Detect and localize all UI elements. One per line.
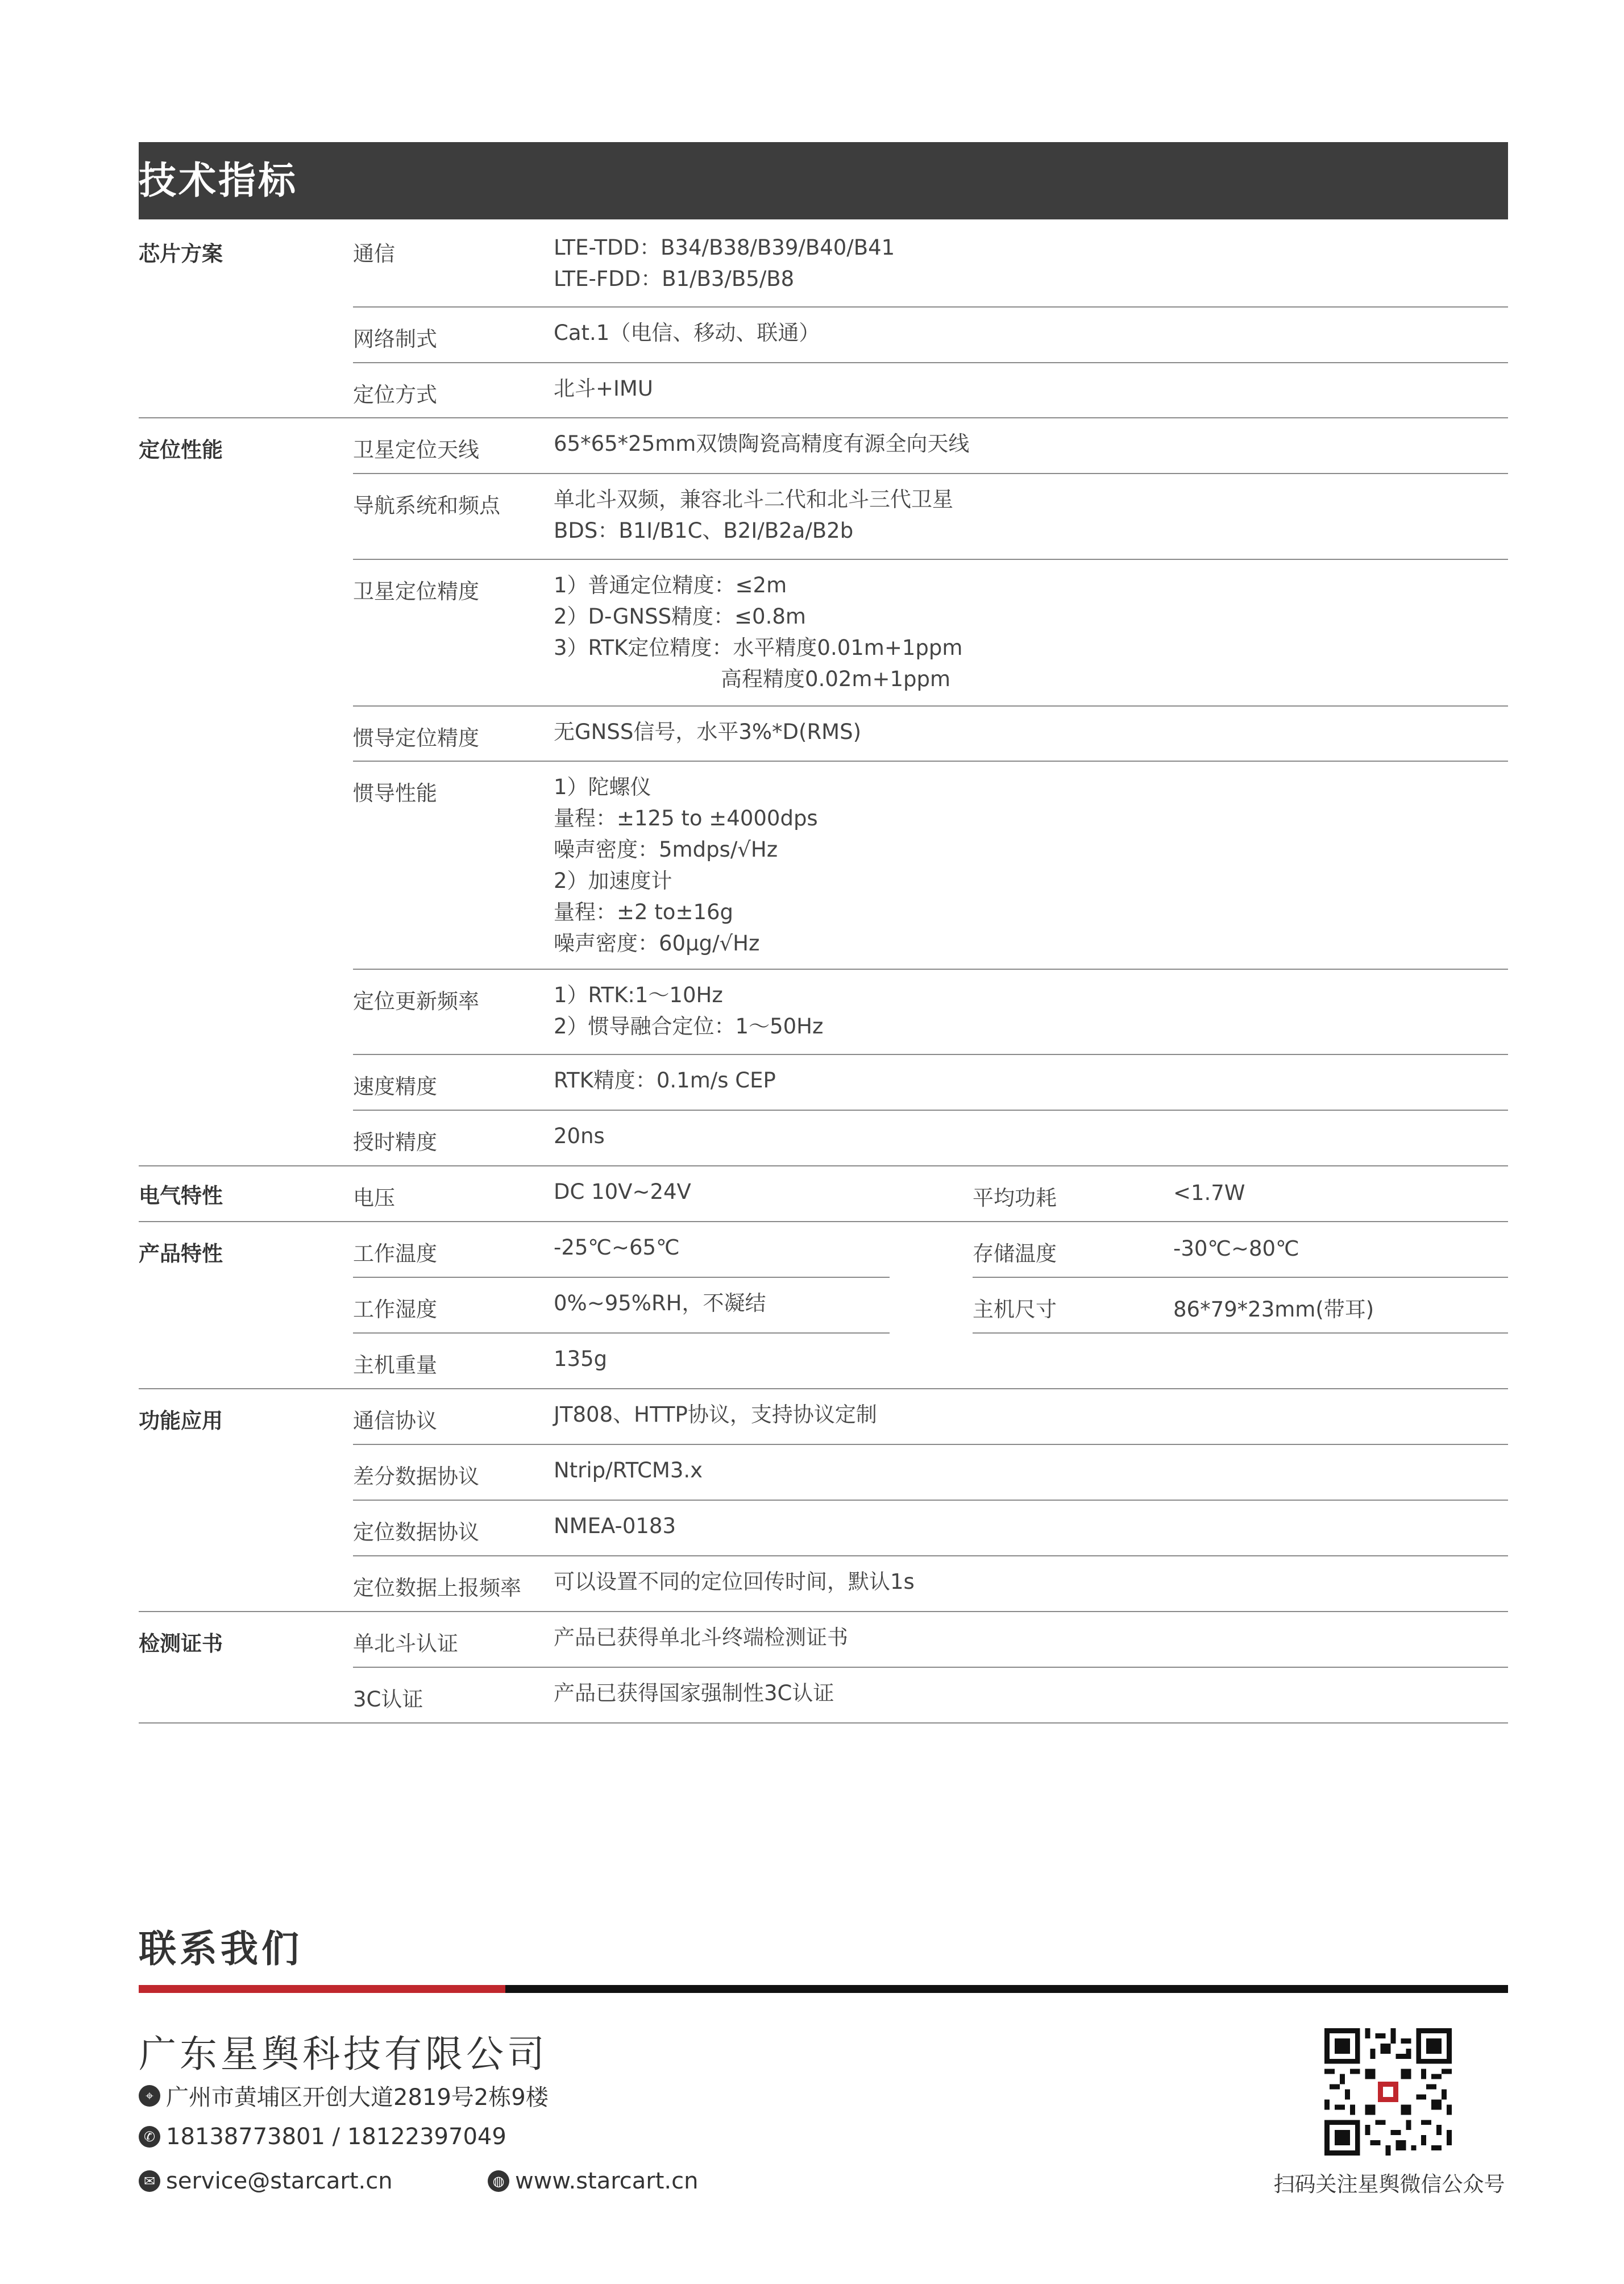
value-protocol: JT808、HTTP协议，支持协议定制 [554,1402,877,1427]
divider [353,1444,1508,1445]
label-antenna: 卫星定位天线 [353,438,479,462]
divider [353,1500,1508,1501]
label-work-temp: 工作温度 [353,1241,437,1266]
value-comm: LTE-TDD：B34/B38/B39/B40/B41 LTE-FDD：B1/B3/B5/B8 [554,235,895,291]
category-positioning: 定位性能 [139,438,223,462]
section-title: 技术指标 [139,142,1508,219]
label-posdata: 定位数据协议 [353,1520,479,1544]
value-speed: RTK精度：0.1m/s CEP [554,1068,776,1093]
divider [353,1054,1508,1055]
email-line[interactable] [139,2168,393,2194]
label-weight: 主机重量 [353,1353,437,1377]
value-antenna: 65*65*25mm双馈陶瓷高精度有源全向天线 [554,431,970,456]
label-accuracy: 卫星定位精度 [353,579,479,604]
label-humidity: 工作湿度 [353,1297,437,1322]
divider [973,1277,1508,1278]
value-positioning-mode: 北斗+IMU [554,376,653,401]
divider [353,1332,890,1334]
category-function: 功能应用 [139,1409,223,1433]
category-chip: 芯片方案 [139,242,223,266]
value-nav: 单北斗双频，兼容北斗二代和北斗三代卫星 BDS：B1I/B1C、B2I/B2a/B2b [554,487,953,543]
label-protocol: 通信协议 [353,1409,437,1433]
value-accuracy: 1）普通定位精度：≤2m 2）D-GNSS精度：≤0.8m 3）RTK定位精度：水平精度0.01m+1ppm 高程精度0.02m+1ppm [554,573,963,691]
value-report: 可以设置不同的定位回传时间，默认1s [554,1569,915,1594]
label-power: 平均功耗 [973,1186,1057,1210]
value-network: Cat.1（电信、移动、联通） [554,321,820,345]
divider [353,761,1508,762]
value-work-temp: -25℃~65℃ [554,1235,680,1260]
label-network: 网络制式 [353,327,437,351]
label-comm: 通信 [353,242,395,266]
label-report: 定位数据上报频率 [353,1576,521,1600]
divider [139,1722,1508,1724]
mail-icon: ✉ [139,2170,160,2192]
phone-icon: ✆ [139,2126,160,2148]
label-update-rate: 定位更新频率 [353,989,479,1014]
divider [139,417,1508,418]
category-cert: 检测证书 [139,1631,223,1656]
label-size: 主机尺寸 [973,1297,1057,1322]
divider [973,1332,1508,1334]
website-line[interactable] [488,2168,698,2194]
value-update-rate: 1）RTK:1～10Hz 2）惯导融合定位：1～50Hz [554,983,824,1039]
label-timing: 授时精度 [353,1130,437,1155]
label-speed: 速度精度 [353,1074,437,1099]
label-ccc-cert: 3C认证 [353,1687,423,1712]
value-timing: 20ns [554,1124,605,1148]
address-line [139,2079,549,2112]
location-pin-icon: ⌖ [139,2085,160,2107]
email-link[interactable]: service@starcart.cn [166,2168,393,2194]
value-ins-performance: 1）陀螺仪 量程：±125 to ±4000dps 噪声密度：5mdps/√Hz 2）加速度计 量程：±2 to±16g 噪声密度：60μg/√Hz [554,775,818,956]
accent-bar [139,1985,505,1993]
value-power: <1.7W [1173,1181,1245,1205]
value-weight: 135g [554,1347,608,1371]
label-bds-cert: 单北斗认证 [353,1631,458,1656]
divider [353,1555,1508,1556]
divider [353,705,1508,707]
value-size: 86*79*23mm(带耳) [1173,1297,1374,1322]
category-product: 产品特性 [139,1241,223,1266]
contact-title: 联系我们 [139,1927,302,1971]
divider [353,306,1508,308]
address: 广州市黄埔区开创大道2819号2栋9楼 [166,2084,549,2111]
value-ins-accuracy: 无GNSS信号，水平3%*D(RMS) [554,720,861,744]
phone-numbers: 18138773801 / 18122397049 [166,2124,506,2150]
value-humidity: 0%~95%RH，不凝结 [554,1291,766,1315]
divider-bar [505,1985,1508,1993]
website-link[interactable]: www.starcart.cn [515,2168,699,2194]
divider [139,1611,1508,1612]
divider [353,969,1508,970]
page [139,0,1508,2284]
divider [353,559,1508,560]
divider [353,1667,1508,1668]
divider [139,1221,1508,1222]
label-ins-performance: 惯导性能 [353,781,437,805]
divider [353,1110,1508,1111]
company-name: 广东星舆科技有限公司 [139,2032,548,2076]
value-bds-cert: 产品已获得单北斗终端检测证书 [554,1625,848,1650]
value-voltage: DC 10V~24V [554,1180,691,1204]
qr-caption: 扫码关注星舆微信公众号 [1273,2172,1505,2196]
label-nav: 导航系统和频点 [353,493,500,518]
label-positioning-mode: 定位方式 [353,383,437,407]
value-diff: Ntrip/RTCM3.x [554,1458,703,1482]
label-storage-temp: 存储温度 [973,1241,1057,1266]
value-storage-temp: -30℃~80℃ [1173,1236,1299,1261]
value-posdata: NMEA-0183 [554,1514,676,1538]
label-diff: 差分数据协议 [353,1464,479,1489]
label-voltage: 电压 [353,1186,395,1210]
phone-line [139,2124,506,2150]
category-electrical: 电气特性 [139,1183,223,1208]
label-ins-accuracy: 惯导定位精度 [353,726,479,750]
globe-icon: ◍ [488,2170,509,2192]
qr-code [1324,2028,1452,2156]
divider [353,473,1508,474]
divider [353,1277,890,1278]
divider [139,1388,1508,1389]
divider [139,1165,1508,1166]
divider [353,362,1508,363]
value-ccc-cert: 产品已获得国家强制性3C认证 [554,1681,834,1705]
